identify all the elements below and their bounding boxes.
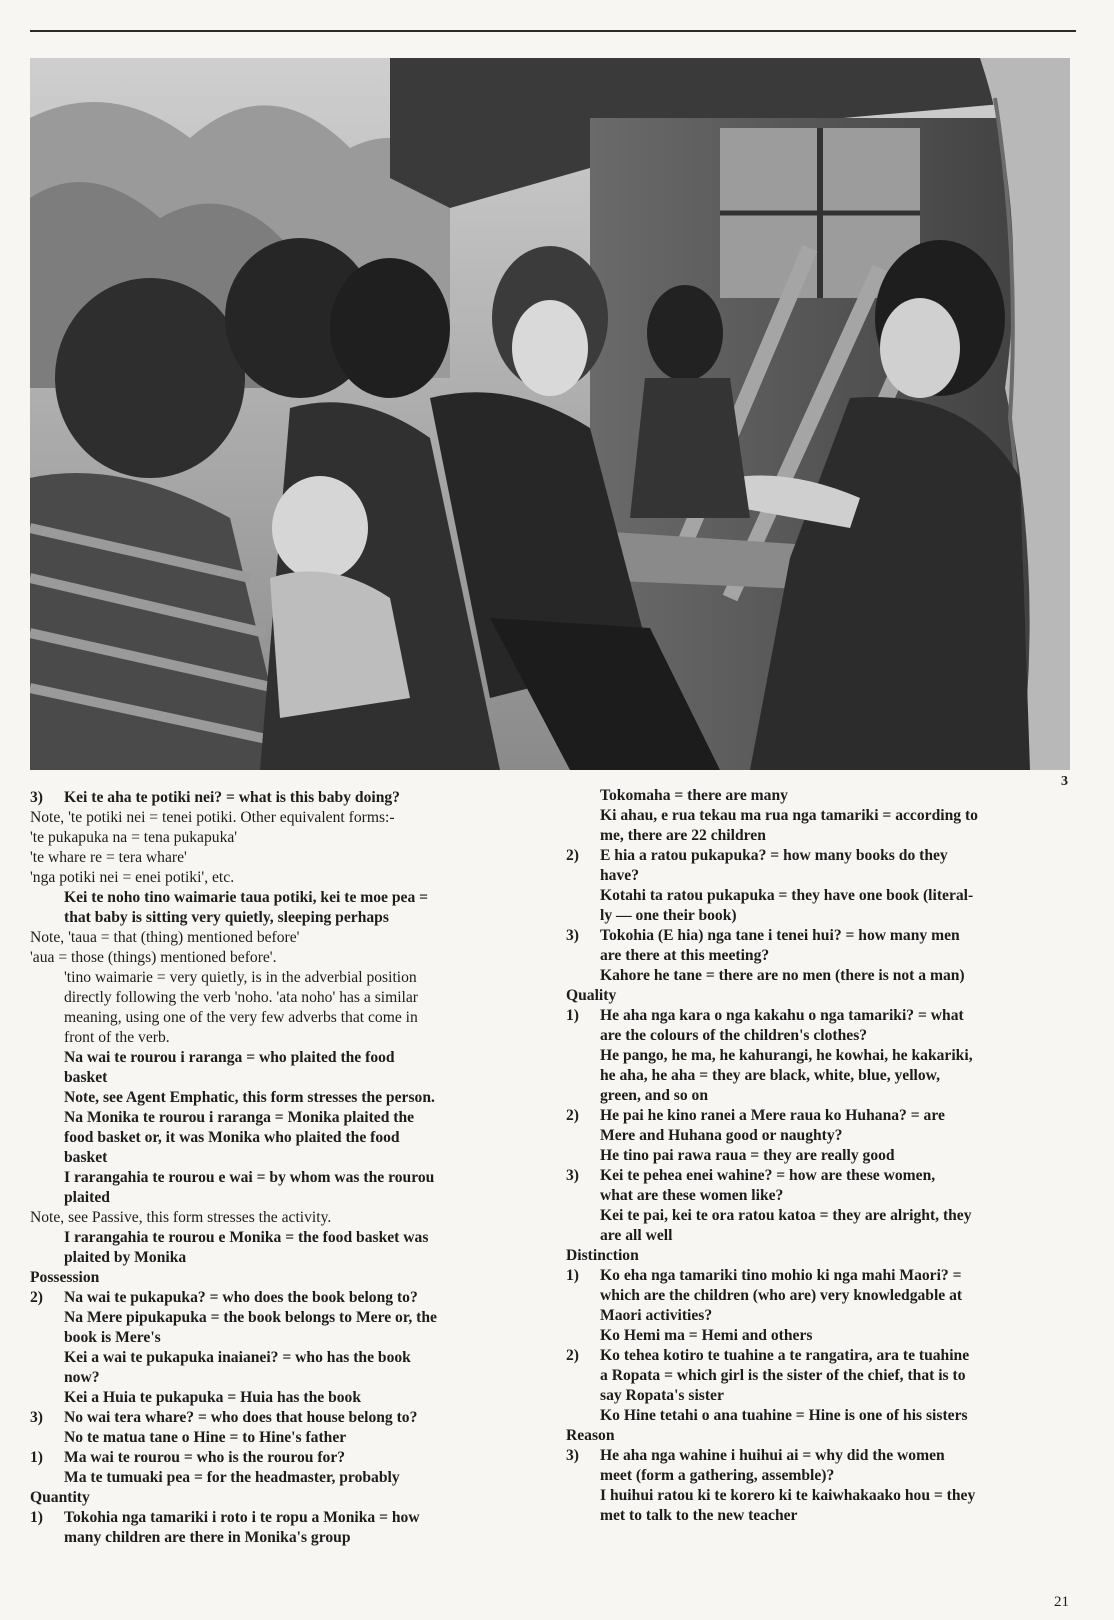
line-text: Ma wai te rourou = who is the rourou for? [64,1449,346,1466]
top-rule [30,30,1076,32]
text-line: plaited [64,1189,110,1206]
text-line: Kei te noho tino waimarie taua potiki, kei te moe pea = [64,889,429,906]
text-line: Ki ahau, e rua tekau ma rua nga tamariki = according to [600,807,978,824]
numbered-line [30,1508,538,1528]
item-number: 3) [566,1167,579,1184]
item-number: 3) [30,1409,43,1426]
item-number: 1) [566,1007,579,1024]
item-number: 2) [566,1347,579,1364]
item-number: 3) [566,1447,579,1464]
text-line: Mere and Huhana good or naughty? [600,1127,843,1144]
text-line: Ma te tumuaki pea = for the headmaster, probably [64,1469,400,1486]
item-number: 3) [30,789,43,806]
item-number: 3) [566,927,579,944]
text-line: plaited by Monika [64,1249,187,1266]
text-line: Kei te pai, kei te ora ratou katoa = they are alright, they [600,1207,972,1224]
text-line: Ko Hemi ma = Hemi and others [600,1327,813,1344]
item-number: 2) [566,847,579,864]
line-text: Kei te pehea enei wahine? = how are these women, [600,1167,936,1184]
line-text: He aha nga kara o nga kakahu o nga tamariki? = what [600,1007,964,1024]
chapter-number: 3 [1061,774,1068,789]
item-number: 1) [566,1267,579,1284]
page-number: 21 [1054,1594,1069,1610]
text-line: Kei a Huia te pukapuka = Huia has the book [64,1389,362,1406]
left-column [30,788,538,1548]
item-number: 2) [30,1289,43,1306]
text-line: meet (form a gathering, assemble)? [600,1467,835,1484]
text-line: Na Monika te rourou i raranga = Monika plaited the [64,1109,415,1126]
numbered-line [30,1288,538,1308]
text-line: are there at this meeting? [600,947,770,964]
line-text: Kei te aha te potiki nei? = what is this baby doing? [64,789,400,806]
text-line: I rarangahia te rourou e wai = by whom was the rourou [64,1169,435,1186]
text-line: he aha, he aha = they are black, white, blue, yellow, [600,1067,940,1084]
text-line: ly — one their book) [600,907,737,924]
text-line: are the colours of the children's clothes? [600,1027,868,1044]
photo [30,58,1070,770]
text-line: now? [64,1369,100,1386]
numbered-line [566,1266,1074,1286]
text-line: a Ropata = which girl is the sister of the chief, that is to [600,1367,966,1384]
text-line: 'tino waimarie = very quietly, is in the adverbial position [64,969,417,986]
text-line: which are the children (who are) very knowledgable at [600,1287,963,1304]
item-number: 1) [30,1509,43,1526]
text-line: Maori activities? [600,1307,713,1324]
text-line: 'aua = those (things) mentioned before'. [30,949,277,966]
numbered-line [566,1446,1074,1466]
numbered-line [566,1346,1074,1366]
numbered-line [30,788,538,808]
text-line: He pango, he ma, he kahurangi, he kowhai, he kakariki, [600,1047,973,1064]
line-text: No wai tera whare? = who does that house belong to? [64,1409,418,1426]
numbered-line [30,1408,538,1428]
text-line: met to talk to the new teacher [600,1507,798,1524]
text-line: 'te whare re = tera whare' [30,849,187,866]
section-heading: Distinction [566,1247,639,1264]
text-line: Note, see Passive, this form stresses the activity. [30,1209,332,1226]
section-heading: Reason [566,1427,615,1444]
text-line: front of the verb. [64,1029,170,1046]
text-line: Na wai te rourou i raranga = who plaited the food [64,1049,395,1066]
line-text: Ko eha nga tamariki tino mohio ki nga mahi Maori? = [600,1267,962,1284]
text-line: basket [64,1149,108,1166]
text-line: Note, 'te potiki nei = tenei potiki. Other equivalent forms:- [30,809,395,826]
text-line: He tino pai rawa raua = they are really good [600,1147,895,1164]
text-line: I rarangahia te rourou e Monika = the food basket was [64,1229,429,1246]
text-line: many children are there in Monika's group [64,1529,351,1546]
text-line: Kotahi ta ratou pukapuka = they have one book (literal- [600,887,974,904]
numbered-line [30,1448,538,1468]
numbered-line [566,1106,1074,1126]
numbered-line [566,846,1074,866]
text-line: book is Mere's [64,1329,161,1346]
text-line: 'te pukapuka na = tena pukapuka' [30,829,238,846]
text-line: No te matua tane o Hine = to Hine's father [64,1429,347,1446]
section-heading: Possession [30,1269,100,1286]
right-column [566,786,1074,1526]
line-text: Ko tehea kotiro te tuahine a te rangatira, ara te tuahine [600,1347,970,1364]
text-line: Tokomaha = there are many [600,787,788,804]
item-number: 2) [566,1107,579,1124]
text-line: Note, see Agent Emphatic, this form stresses the person. [64,1089,435,1106]
numbered-line [566,1166,1074,1186]
photo-illustration [30,58,1070,770]
line-text: Na wai te pukapuka? = who does the book belong to? [64,1289,418,1306]
text-line: me, there are 22 children [600,827,766,844]
text-line: Note, 'taua = that (thing) mentioned before' [30,929,300,946]
text-line: Ko Hine tetahi o ana tuahine = Hine is one of his sisters [600,1407,968,1424]
numbered-line [566,926,1074,946]
text-line: what are these women like? [600,1187,784,1204]
text-line: Kei a wai te pukapuka inaianei? = who has the book [64,1349,411,1366]
text-line: directly following the verb 'noho. 'ata noho' has a similar [64,989,419,1006]
text-line: Na Mere pipukapuka = the book belongs to Mere or, the [64,1309,437,1326]
text-line: green, and so on [600,1087,709,1104]
text-line: food basket or, it was Monika who plaited the food [64,1129,400,1146]
line-text: E hia a ratou pukapuka? = how many books do they [600,847,948,864]
text-line: have? [600,867,639,884]
section-heading: Quantity [30,1489,90,1506]
line-text: He aha nga wahine i huihui ai = why did the women [600,1447,945,1464]
line-text: Tokohia nga tamariki i roto i te ropu a Monika = how [64,1509,420,1526]
item-number: 1) [30,1449,43,1466]
text-line: basket [64,1069,108,1086]
numbered-line [566,1006,1074,1026]
text-line: I huihui ratou ki te korero ki te kaiwhakaako hou = they [600,1487,976,1504]
line-text: He pai he kino ranei a Mere raua ko Huhana? = are [600,1107,945,1124]
text-line: say Ropata's sister [600,1387,724,1404]
text-line: that baby is sitting very quietly, sleeping perhaps [64,909,389,926]
text-line: Kahore he tane = there are no men (there is not a man) [600,967,965,984]
text-line: 'nga potiki nei = enei potiki', etc. [30,869,235,886]
line-text: Tokohia (E hia) nga tane i tenei hui? = how many men [600,927,960,944]
text-line: are all well [600,1227,673,1244]
text-line: meaning, using one of the very few adverbs that come in [64,1009,418,1026]
section-heading: Quality [566,987,617,1004]
